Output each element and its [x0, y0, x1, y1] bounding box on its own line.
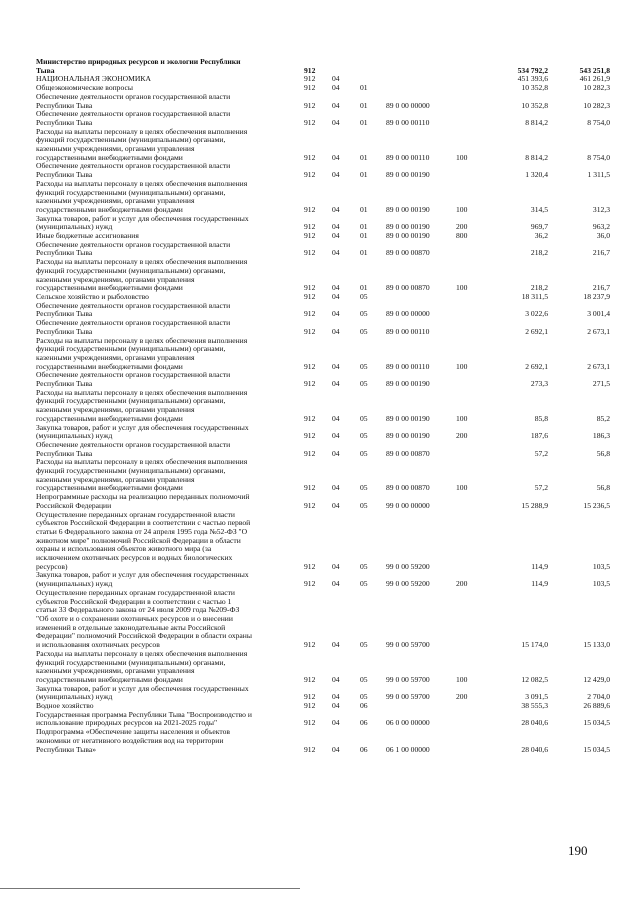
amount-year-1: 187,6	[530, 431, 548, 441]
row-name: Обеспечение деятельности органов государственной власти Республики Тыва	[36, 370, 231, 389]
subsection-code: 05	[360, 483, 368, 493]
amount-year-1: 2 692,1	[525, 326, 548, 336]
target-article-code: 89 0 00 00190	[386, 231, 430, 241]
target-article-code	[382, 58, 448, 75]
amount-year-2: 2 704,0	[587, 692, 610, 702]
amount-year-2: 186,3	[592, 431, 610, 441]
ministry-code: 912	[304, 170, 316, 180]
amount-year-1: 28 040,6	[521, 744, 548, 754]
ministry-code: 912	[304, 248, 316, 258]
target-article-code: 89 0 00 00870	[386, 448, 430, 458]
section-code: 04	[332, 718, 340, 728]
subsection-code: 05	[360, 326, 368, 336]
section-code: 04	[332, 248, 340, 258]
expense-type-code: 100	[456, 152, 468, 162]
amount-year-1: 314,5	[530, 204, 548, 214]
subsection-code: 05	[360, 579, 368, 589]
row-name: Обеспечение деятельности органов государственной власти Республики Тыва	[36, 91, 231, 110]
table-row	[36, 258, 610, 293]
target-article-code: 99 0 00 59700	[386, 674, 430, 684]
subsection-code: 01	[360, 204, 368, 214]
target-article-code: 89 0 00 00870	[386, 483, 430, 493]
table-row	[36, 389, 610, 424]
expense-type-code: 200	[456, 431, 468, 441]
subsection-code: 05	[360, 379, 368, 389]
expense-type-code	[448, 371, 488, 388]
amount-year-2: 56,8	[596, 448, 610, 458]
row-name: НАЦИОНАЛЬНАЯ ЭКОНОМИКА	[36, 74, 151, 84]
subsection-code	[354, 58, 382, 75]
table-row	[36, 110, 610, 127]
table-row	[36, 337, 610, 372]
budget-table-body	[36, 58, 610, 754]
row-name: Закупка товаров, работ и услуг для обеспечения государственных (муниципальных) нужд	[36, 683, 249, 702]
expense-type-code	[448, 84, 488, 93]
target-article-code: 99 0 00 59700	[386, 692, 430, 702]
ministry-code: 912	[304, 579, 316, 589]
expense-type-code	[448, 493, 488, 510]
amount-year-1: 15 174,0	[521, 640, 548, 650]
table-row	[36, 571, 610, 588]
amount-year-1: 57,2	[534, 483, 548, 493]
section-code: 04	[332, 100, 340, 110]
expense-type-code	[448, 110, 488, 127]
amount-year-1: 2 692,1	[525, 361, 548, 371]
row-name: Осуществление переданных органам государственной власти субъектов Российской Федерации в соответствии с частью первой статьи 6 Федерального закона от 24 апреля 1995 года №52-ФЗ "О животном мире" полномочий Российской Федерации в области охраны и использования объектов животного мира (за исключением охотничьих ресурсов и водных биологических ресурсов)	[36, 509, 251, 571]
table-row	[36, 493, 610, 510]
section-code: 04	[332, 674, 340, 684]
subsection-code: 06	[360, 718, 368, 728]
row-name: Обеспечение деятельности органов государственной власти Республики Тыва	[36, 439, 231, 458]
section-code: 04	[332, 152, 340, 162]
table-row	[36, 424, 610, 441]
ministry-code: 912	[304, 379, 316, 389]
expense-type-code	[448, 241, 488, 258]
amount-year-1: 85,8	[534, 413, 548, 423]
row-name: Расходы на выплаты персоналу в целях обеспечения выполнения функций государственными (муниципальными) органами, казенными учреждениями, органами управления государственными внебюджетными фондами	[36, 387, 248, 423]
ministry-code: 912	[304, 283, 316, 293]
section-code: 04	[332, 117, 340, 127]
ministry-code: 912	[304, 309, 316, 319]
target-article-code: 99 0 00 59200	[386, 579, 430, 589]
target-article-code: 89 0 00 00000	[386, 100, 430, 110]
amount-year-2: 216,7	[592, 283, 610, 293]
amount-year-1: 1 320,4	[525, 170, 548, 180]
subsection-code: 01	[360, 152, 368, 162]
amount-year-2: 461 261,9	[579, 74, 610, 84]
table-row	[36, 128, 610, 163]
amount-year-1: 3 091,5	[525, 692, 548, 702]
ministry-code: 912	[304, 674, 316, 684]
section-code: 04	[332, 379, 340, 389]
section-code: 04	[332, 309, 340, 319]
subsection-code: 05	[360, 674, 368, 684]
row-name: Водное хозяйство	[36, 701, 94, 711]
amount-year-1: 8 814,2	[525, 117, 548, 127]
amount-year-1: 15 288,9	[521, 500, 548, 510]
expense-type-code: 100	[456, 204, 468, 214]
section-code: 04	[332, 231, 340, 241]
target-article-code: 89 0 00 00190	[386, 204, 430, 214]
footer-divider	[0, 888, 300, 889]
row-name: Расходы на выплаты персоналу в целях обеспечения выполнения функций государственными (муниципальными) органами, казенными учреждениями, органами управления государственными внебюджетными фондами	[36, 126, 248, 162]
row-name: Подпрограмма «Обеспечение защиты населения и объектов экономики от негативного воздействия вод на территории Республики Тыва»	[36, 727, 230, 754]
amount-year-2: 15 034,5	[583, 744, 610, 754]
amount-year-1: 12 082,5	[521, 674, 548, 684]
subsection-code: 05	[360, 692, 368, 702]
row-name: Обеспечение деятельности органов государственной власти Республики Тыва	[36, 300, 231, 319]
expense-type-code	[448, 711, 488, 728]
row-name: Обеспечение деятельности органов государственной власти Республики Тыва	[36, 109, 231, 127]
section-code: 04	[332, 483, 340, 493]
amount-year-1: 218,2	[530, 283, 548, 293]
amount-year-1: 57,2	[534, 448, 548, 458]
table-row	[36, 441, 610, 458]
target-article-code: 89 0 00 00000	[386, 309, 430, 319]
amount-year-2: 1 311,5	[587, 170, 610, 180]
table-row	[36, 180, 610, 215]
subsection-code: 05	[360, 500, 368, 510]
subsection-code	[354, 75, 382, 84]
amount-year-2: 10 282,3	[583, 83, 610, 93]
section-code: 04	[332, 692, 340, 702]
target-article-code: 89 0 00 00870	[386, 248, 430, 258]
subsection-code: 05	[360, 561, 368, 571]
table-row	[36, 302, 610, 319]
section-code: 04	[332, 291, 340, 301]
subsection-code: 06	[360, 744, 368, 754]
subsection-code: 01	[360, 248, 368, 258]
table-row	[36, 371, 610, 388]
expense-type-code: 100	[456, 361, 468, 371]
subsection-code: 05	[360, 640, 368, 650]
target-article-code: 89 0 00 00110	[386, 361, 430, 371]
amount-year-2: 2 673,1	[587, 326, 610, 336]
ministry-code: 912	[304, 83, 316, 93]
ministry-code: 912	[304, 448, 316, 458]
ministry-code: 912	[304, 231, 316, 241]
target-article-code: 99 0 00 00000	[386, 500, 430, 510]
ministry-code: 912	[304, 100, 316, 110]
amount-year-1: 28 040,6	[521, 718, 548, 728]
section-code: 04	[332, 283, 340, 293]
amount-year-2: 18 237,9	[583, 291, 610, 301]
expense-type-code	[448, 293, 488, 302]
table-row	[36, 511, 610, 572]
ministry-code: 912	[304, 744, 316, 754]
expense-type-code	[448, 58, 488, 75]
target-article-code: 89 0 00 00110	[386, 326, 430, 336]
expense-type-code	[448, 93, 488, 110]
subsection-code: 05	[360, 291, 368, 301]
amount-year-2: 8 754,0	[587, 152, 610, 162]
amount-year-1: 38 555,3	[521, 701, 548, 711]
budget-document	[36, 57, 610, 754]
section-code: 04	[332, 222, 340, 232]
ministry-code: 912	[304, 413, 316, 423]
expense-type-code	[448, 511, 488, 572]
subsection-code: 01	[360, 283, 368, 293]
section-code: 04	[332, 74, 340, 84]
section-code: 04	[332, 701, 340, 711]
amount-year-1: 451 393,6	[517, 74, 548, 84]
table-row	[36, 215, 610, 232]
row-name: Иные бюджетные ассигнования	[36, 231, 139, 241]
target-article-code: 06 1 00 00000	[386, 744, 430, 754]
target-article-code: 89 0 00 00110	[386, 152, 430, 162]
expense-type-code: 200	[456, 692, 468, 702]
ministry-code: 912	[304, 152, 316, 162]
amount-year-2: 103,5	[592, 579, 610, 589]
amount-year-1: 8 814,2	[525, 152, 548, 162]
amount-year-2: 36,0	[596, 231, 610, 241]
expense-type-code: 100	[456, 283, 468, 293]
section-code	[326, 58, 354, 75]
table-row	[36, 93, 610, 110]
table-row	[36, 58, 610, 75]
ministry-code: 912	[304, 65, 316, 75]
amount-year-2: 216,7	[592, 248, 610, 258]
row-name: Расходы на выплаты персоналу в целях обеспечения выполнения функций государственными (муниципальными) органами, казенными учреждениями, органами управления государственными внебюджетными фондами	[36, 457, 248, 493]
target-article-code: 99 0 00 59200	[386, 561, 430, 571]
amount-year-1: 218,2	[530, 248, 548, 258]
amount-year-1: 10 352,8	[521, 100, 548, 110]
row-name: Обеспечение деятельности органов государственной власти Республики Тыва	[36, 161, 231, 180]
amount-year-2: 312,3	[592, 204, 610, 214]
amount-year-2: 2 673,1	[587, 361, 610, 371]
target-article-code	[382, 75, 448, 84]
table-row	[36, 319, 610, 336]
section-code: 04	[332, 744, 340, 754]
budget-table	[36, 58, 610, 754]
subsection-code: 01	[360, 83, 368, 93]
amount-year-2: 963,2	[592, 222, 610, 232]
ministry-code: 912	[304, 500, 316, 510]
amount-year-1: 3 022,6	[525, 309, 548, 319]
expense-type-code	[448, 75, 488, 84]
table-row	[36, 458, 610, 493]
row-name: Министерство природных ресурсов и экологии Республики Тыва	[36, 57, 241, 75]
subsection-code: 01	[360, 222, 368, 232]
amount-year-2: 10 282,3	[583, 100, 610, 110]
expense-type-code: 800	[456, 231, 468, 241]
amount-year-2: 15 034,5	[583, 718, 610, 728]
expense-type-code: 100	[456, 483, 468, 493]
subsection-code: 01	[360, 170, 368, 180]
subsection-code: 05	[360, 448, 368, 458]
row-name: Непрограммные расходы на реализацию переданных полномочий Российской Федерации	[36, 492, 250, 510]
target-article-code: 89 0 00 00110	[386, 117, 430, 127]
subsection-code: 05	[360, 413, 368, 423]
section-code: 04	[332, 448, 340, 458]
target-article-code: 89 0 00 00190	[386, 170, 430, 180]
target-article-code: 06 0 00 00000	[386, 718, 430, 728]
row-name: Осуществление переданных органам государственной власти субъектов Российской Федерации в соответствии с частью 1 статьи 33 Федерального закона от 24 июля 2009 года №209-ФЗ "Об охоте и о сохранении охотничьих ресурсов и о внесении изменений в отдельные законодательные акты Российской Федерации" полномочий Российской Федерации в области охраны и использования охотничьих ресурсов	[36, 587, 252, 650]
row-name: Расходы на выплаты персоналу в целях обеспечения выполнения функций государственными (муниципальными) органами, казенными учреждениями, органами управления государственными внебюджетными фондами	[36, 257, 248, 293]
section-code: 04	[332, 204, 340, 214]
table-row	[36, 685, 610, 702]
amount-year-1: 10 352,8	[521, 83, 548, 93]
expense-type-code: 200	[456, 222, 468, 232]
amount-year-1: 18 311,5	[521, 291, 548, 301]
target-article-code	[382, 293, 448, 302]
ministry-code: 912	[304, 692, 316, 702]
target-article-code: 89 0 00 00190	[386, 413, 430, 423]
expense-type-code: 100	[456, 413, 468, 423]
subsection-code: 05	[360, 431, 368, 441]
ministry-code: 912	[304, 640, 316, 650]
expense-type-code	[448, 441, 488, 458]
target-article-code: 89 0 00 00870	[386, 283, 430, 293]
table-row	[36, 711, 610, 728]
target-article-code: 99 0 00 59700	[386, 640, 430, 650]
expense-type-code	[448, 589, 488, 650]
subsection-code: 05	[360, 309, 368, 319]
section-code: 04	[332, 83, 340, 93]
expense-type-code	[448, 162, 488, 179]
target-article-code	[382, 84, 448, 93]
amount-year-1: 273,3	[530, 379, 548, 389]
amount-year-1: 114,9	[531, 579, 548, 589]
expense-type-code	[448, 728, 488, 754]
section-code: 04	[332, 579, 340, 589]
table-row	[36, 728, 610, 754]
row-name: Обеспечение деятельности органов государственной власти Республики Тыва	[36, 239, 231, 258]
target-article-code: 89 0 00 00190	[386, 379, 430, 389]
amount-year-1: 36,2	[534, 231, 548, 241]
section-code: 04	[332, 170, 340, 180]
section-code: 04	[332, 500, 340, 510]
target-article-code: 89 0 00 00190	[386, 431, 430, 441]
ministry-code: 912	[304, 701, 316, 711]
amount-year-2: 543 251,8	[579, 65, 610, 75]
amount-year-2: 3 001,4	[587, 309, 610, 319]
row-name: Закупка товаров, работ и услуг для обеспечения государственных (муниципальных) нужд	[36, 213, 249, 232]
ministry-code: 912	[304, 117, 316, 127]
amount-year-1: 969,7	[530, 222, 548, 232]
row-name: Расходы на выплаты персоналу в целях обеспечения выполнения функций государственными (муниципальными) органами, казенными учреждениями, органами управления государственными внебюджетными фондами	[36, 335, 248, 371]
row-name: Обеспечение деятельности органов государственной власти Республики Тыва	[36, 318, 231, 336]
section-code: 04	[332, 640, 340, 650]
amount-year-2: 56,8	[596, 483, 610, 493]
section-code: 04	[332, 431, 340, 441]
row-name: Расходы на выплаты персоналу в целях обеспечения выполнения функций государственными (муниципальными) органами, казенными учреждениями, органами управления государственными внебюджетными фондами	[36, 648, 248, 684]
ministry-code: 912	[304, 718, 316, 728]
amount-year-1: 534 792,2	[517, 65, 548, 75]
expense-type-code	[448, 702, 488, 711]
amount-year-2: 103,5	[592, 561, 610, 571]
table-row	[36, 589, 610, 650]
section-code: 04	[332, 413, 340, 423]
expense-type-code: 100	[456, 674, 468, 684]
amount-year-2: 26 889,6	[583, 701, 610, 711]
subsection-code: 05	[360, 361, 368, 371]
row-name: Закупка товаров, работ и услуг для обеспечения государственных (муниципальных) нужд	[36, 570, 249, 589]
row-name: Государственная программа Республики Тыва "Воспроизводство и использование природных ресурсов на 2021-2025 годы"	[36, 709, 252, 728]
expense-type-code	[448, 319, 488, 336]
expense-type-code	[448, 302, 488, 319]
section-code: 04	[332, 561, 340, 571]
row-name: Закупка товаров, работ и услуг для обеспечения государственных (муниципальных) нужд	[36, 422, 249, 441]
ministry-code: 912	[304, 204, 316, 214]
amount-year-2: 85,2	[596, 413, 610, 423]
subsection-code: 01	[360, 100, 368, 110]
subsection-code: 06	[360, 701, 368, 711]
ministry-code: 912	[304, 74, 316, 84]
table-row	[36, 241, 610, 258]
table-row	[36, 162, 610, 179]
row-name: Сельское хозяйство и рыболовство	[36, 291, 149, 301]
amount-year-2: 12 429,0	[583, 674, 610, 684]
amount-year-2: 15 236,5	[583, 500, 610, 510]
expense-type-code: 200	[456, 579, 468, 589]
row-name: Общеэкономические вопросы	[36, 83, 133, 93]
ministry-code: 912	[304, 561, 316, 571]
section-code: 04	[332, 326, 340, 336]
ministry-code: 912	[304, 361, 316, 371]
ministry-code: 912	[304, 431, 316, 441]
amount-year-2: 15 133,0	[583, 640, 610, 650]
ministry-code: 912	[304, 222, 316, 232]
target-article-code	[382, 702, 448, 711]
section-code: 04	[332, 361, 340, 371]
subsection-code: 01	[360, 231, 368, 241]
table-row	[36, 650, 610, 685]
subsection-code: 01	[360, 117, 368, 127]
ministry-code: 912	[304, 326, 316, 336]
amount-year-1: 114,9	[531, 561, 548, 571]
target-article-code: 89 0 00 00190	[386, 222, 430, 232]
amount-year-2: 271,5	[592, 379, 610, 389]
ministry-code: 912	[304, 291, 316, 301]
page-number: 190	[568, 843, 588, 858]
row-name: Расходы на выплаты персоналу в целях обеспечения выполнения функций государственными (муниципальными) органами, казенными учреждениями, органами управления государственными внебюджетными фондами	[36, 178, 248, 214]
ministry-code: 912	[304, 483, 316, 493]
amount-year-2: 8 754,0	[587, 117, 610, 127]
